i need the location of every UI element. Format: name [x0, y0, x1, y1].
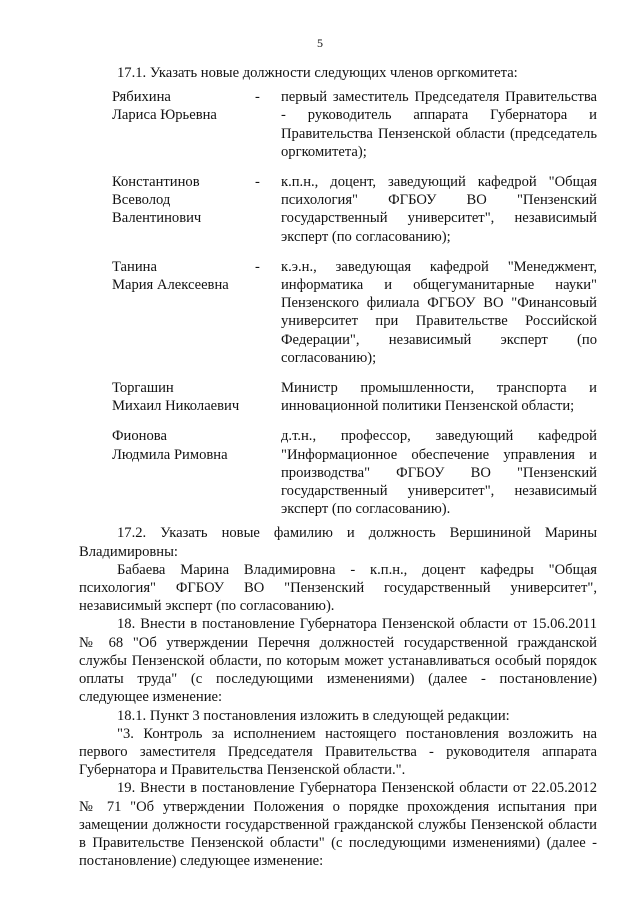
- member-surname: Фионова: [112, 428, 167, 445]
- member-description: первый заместитель Председателя Правительства - руководитель аппарата Губернатора и Правительства Пензенской области (председатель оргкомитета);: [281, 89, 597, 160]
- member-row: [79, 258, 597, 367]
- member-given-name: Мария Алексеевна: [112, 277, 229, 294]
- member-name: [79, 88, 255, 124]
- member-given-name: Лариса Юрьевна: [112, 107, 217, 124]
- member-row: [79, 379, 597, 415]
- section-17-1-heading: 17.1. Указать новые должности следующих членов оргкомитета:: [117, 65, 518, 81]
- member-description: к.э.н., заведующая кафедрой "Менеджмент, информатика и общегуманитарные науки" Пензенского филиала ФГБОУ ВО "Финансовый университет при Правительстве Российской Федерации", независимый эксперт (по согласованию);: [281, 258, 597, 366]
- member-given-name: Людмила Римовна: [112, 446, 228, 463]
- member-surname: Танина: [112, 258, 157, 275]
- member-row: [79, 427, 597, 518]
- section-19: 19. Внести в постановление Губернатора Пензенской области от 22.05.2012 № 71 "Об утверждении Положения о порядке прохождения испытания при замещении должности государственной гражданской службы Пензенской области в Правительстве Пензенской области" (с последующими изменениями) (далее - постановление) следующее изменение:: [79, 780, 597, 870]
- section-18-1-text: "3. Контроль за исполнением настоящего постановления возложить на первого заместителя Председателя Правительства - руководителя аппарата Губернатора и Правительства Пензенской области.".: [79, 725, 597, 779]
- section-18: 18. Внести в постановление Губернатора Пензенской области от 15.06.2011 № 68 "Об утверждении Перечня должностей государственной гражданской службы Пензенской области, по которым может устанавливаться особый порядок оплаты труда" (с последующими изменениями) (далее - постановление) следующее изменение:: [79, 616, 597, 706]
- section-17-2-text: Бабаева Марина Владимировна - к.п.н., доцент кафедры "Общая психология" ФГБОУ ВО "Пензенский государственный университет", независимый эксперт (по согласованию).: [79, 561, 597, 615]
- member-description: к.п.н., доцент, заведующий кафедрой "Общая психология" ФГБОУ ВО "Пензенский государственный университет", независимый эксперт (по согласованию);: [281, 174, 597, 245]
- member-dash: -: [255, 174, 260, 191]
- member-given-name: Всеволод Валентинович: [112, 192, 202, 227]
- member-name: [79, 427, 255, 463]
- member-row: [79, 88, 597, 161]
- section-18-1-heading: 18.1. Пункт 3 постановления изложить в следующей редакции:: [117, 707, 510, 724]
- member-surname: Рябихина: [112, 89, 171, 106]
- page-number: 5: [317, 36, 323, 50]
- member-surname: Торгашин: [112, 380, 174, 397]
- member-name: [79, 379, 255, 415]
- section-17-2-heading: 17.2. Указать новые фамилию и должность Вершининой Марины Владимировны:: [79, 525, 597, 560]
- member-row: [79, 173, 597, 246]
- member-name: [79, 258, 255, 294]
- member-description: д.т.н., профессор, заведующий кафедрой "Информационное обеспечение управления и производства" ФГБОУ ВО "Пензенский государственный университет", независимый эксперт (по согласованию).: [281, 428, 597, 518]
- document-body: [79, 64, 597, 870]
- member-description: Министр промышленности, транспорта и инновационной политики Пензенской области;: [281, 380, 597, 415]
- member-surname: Константинов: [112, 174, 200, 191]
- member-dash: -: [255, 258, 260, 275]
- member-name: [79, 173, 255, 228]
- member-list: [79, 88, 597, 518]
- member-given-name: Михаил Николаевич: [112, 398, 240, 415]
- member-dash: -: [255, 89, 260, 106]
